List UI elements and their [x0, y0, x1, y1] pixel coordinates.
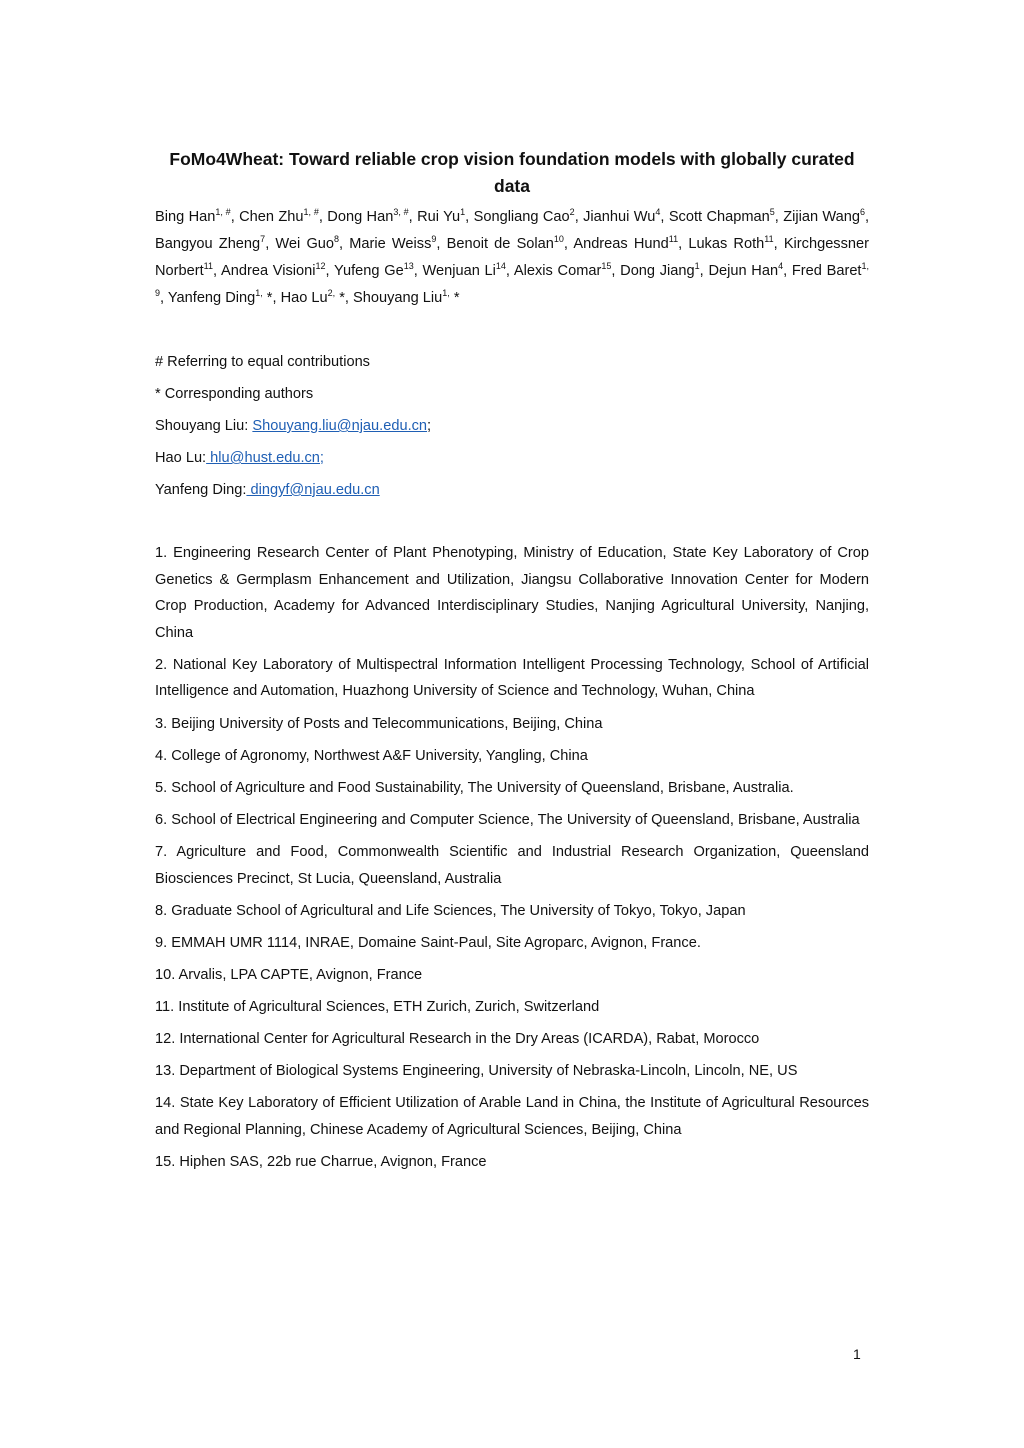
- email-link[interactable]: Shouyang.liu@njau.edu.cn: [252, 418, 428, 434]
- affiliation-item: 4. College of Agronomy, Northwest A&F University, Yangling, China: [155, 747, 588, 764]
- author: [239, 209, 319, 225]
- author-name: Alexis Comar: [513, 263, 602, 279]
- affiliation-item: 5. School of Agriculture and Food Sustainability, The University of Queensland, Brisbane, Australia.: [155, 779, 794, 796]
- author-affiliation-marker: 1: [460, 207, 466, 217]
- affiliation-item: 11. Institute of Agricultural Sciences, ETH Zurich, Zurich, Switzerland: [155, 998, 600, 1015]
- corresponding-authors-note: * Corresponding authors: [155, 386, 314, 402]
- author: [349, 236, 436, 252]
- author: [327, 209, 408, 225]
- author-name: Bangyou Zheng: [155, 236, 261, 252]
- author-list: Bing Han$^{1, \#}$, Chen Zhu$^{1, \#}$, Dong Han$^{3, \#}$, Rui Yu$^1$, Songliang Cao$^2$, Jianhui Wu$^4$, Scott Chapman$^5$, Zijian Wang$^6$, Bangyou Zheng$^7$, Wei Guo$^8$, Marie Weiss$^9$, Benoit de Solan$^{10}$, Andreas Hund$^{11}$, Lukas Roth$^{11}$, Kirchgessner Norbert$^{11}$, Andrea Visioni$^{12}$, Yufeng Ge$^{13}$, Wenjuan Li$^{14}$, Alexis Comar$^{15}$, Dong Jiang$^1$, Dejun Han$^4$, Fred Baret$^{1, 9}$, Yanfeng Ding$^{1,}$ *, Hao $Lu^{2,}$ *, Shouyang Liu$^{1,}$ *: [155, 207, 870, 306]
- author-affiliation-marker: 5: [769, 207, 775, 217]
- affiliation-list: [155, 540, 869, 1181]
- author: [783, 209, 865, 225]
- author-affiliation-marker: 15: [601, 261, 612, 271]
- author: [447, 236, 564, 252]
- author-name: Scott Chapman: [668, 209, 770, 225]
- author: [155, 209, 231, 225]
- affiliation-item: 3. Beijing University of Posts and Telecommunications, Beijing, China: [155, 715, 603, 732]
- author-affiliation-marker: 1,: [442, 288, 450, 298]
- author-affiliation-marker: 1, 9: [155, 261, 869, 298]
- author-affiliation-marker: 2: [569, 207, 575, 217]
- author-affiliation-marker: 3, #: [393, 207, 409, 217]
- author-affiliation-marker: 4: [778, 261, 784, 271]
- author-name: Yufeng Ge: [334, 263, 404, 279]
- affiliation-item: 15. Hiphen SAS, 22b rue Charrue, Avignon, France: [155, 1153, 487, 1170]
- author-affiliation-marker: 12: [315, 261, 326, 271]
- contact-ding: [155, 480, 380, 500]
- author: [708, 263, 783, 279]
- author: [353, 290, 460, 306]
- affiliation-item: 14. State Key Laboratory of Efficient Utilization of Arable Land in China, the Institute of Agricultural Resources and Regional Planning, Chinese Academy of Agricultural Sciences, Beijing, China: [155, 1095, 869, 1138]
- author-name: Dong Han: [327, 209, 394, 225]
- author: [422, 263, 505, 279]
- author-name: Benoit de Solan: [446, 236, 554, 252]
- author: [155, 236, 265, 252]
- affiliation-item: 13. Department of Biological Systems Engineering, University of Nebraska-Lincoln, Lincoln, NE, US: [155, 1063, 798, 1080]
- contact-label: Hao Lu:: [155, 450, 207, 466]
- equal-contribution-note: # Referring to equal contributions: [155, 354, 370, 370]
- author: [275, 236, 339, 252]
- corresponding-marker: *: [335, 290, 345, 306]
- paper-title: FoMo4Wheat: Toward reliable crop vision foundation models with globally curated data: [169, 149, 855, 196]
- author-affiliation-marker: 9: [431, 234, 437, 244]
- author: [669, 209, 775, 225]
- author: [514, 263, 611, 279]
- author-name: Lukas Roth: [688, 236, 765, 252]
- author: [168, 290, 273, 306]
- author: [583, 209, 660, 225]
- author-name: Wenjuan Li: [422, 263, 496, 279]
- author-name: Chen Zhu: [239, 209, 304, 225]
- author-name: Zijian Wang: [783, 209, 861, 225]
- email-link[interactable]: dingyf@njau.edu.cn: [246, 482, 380, 498]
- author-name: Hao Lu: [280, 290, 328, 306]
- author: [221, 263, 326, 279]
- author-affiliation-marker: 14: [495, 261, 506, 271]
- affiliation-item: 9. EMMAH UMR 1114, INRAE, Domaine Saint-Paul, Site Agroparc, Avignon, France.: [155, 934, 701, 951]
- author-name: Wei Guo: [275, 236, 335, 252]
- author-name: Dong Jiang: [620, 263, 695, 279]
- page-number: 1: [853, 1346, 861, 1362]
- author: [417, 209, 465, 225]
- author-name: Dejun Han: [708, 263, 779, 279]
- author-name: Songliang Cao: [473, 209, 570, 225]
- email-link[interactable]: hlu@hust.edu.cn;: [206, 450, 324, 466]
- author-name: Bing Han: [155, 209, 216, 225]
- author-affiliation-marker: 11: [203, 261, 214, 271]
- author-affiliation-marker: 1: [694, 261, 700, 271]
- corresponding-marker: *: [262, 290, 273, 306]
- author-affiliation-marker: 10: [553, 234, 564, 244]
- author-affiliation-marker: 1,: [255, 288, 263, 298]
- author-affiliation-marker: 7: [260, 234, 266, 244]
- author-affiliation-marker: 4: [655, 207, 661, 217]
- contact-lu: [155, 448, 324, 468]
- author: [281, 290, 345, 306]
- author: [474, 209, 575, 225]
- author-name: Jianhui Wu: [583, 209, 656, 225]
- author: [334, 263, 414, 279]
- author-affiliation-marker: 8: [334, 234, 340, 244]
- author-name: Yanfeng Ding: [167, 290, 256, 306]
- author-name: Shouyang Liu: [353, 290, 443, 306]
- author-affiliation-marker: 1, #: [215, 207, 231, 217]
- author-name: Andrea Visioni: [221, 263, 316, 279]
- affiliation-item: 1. Engineering Research Center of Plant Phenotyping, Ministry of Education, State Key Laboratory of Crop Genetics & Germplasm Enhancement and Utilization, Jiangsu Collaborative Innovation Center for Modern Crop Production, Academy for Advanced Interdisciplinary Studies, Nanjing Agricultural University, Nanjing, China: [155, 545, 869, 641]
- author-affiliation-marker: 1, #: [303, 207, 319, 217]
- contact-liu: [155, 416, 431, 436]
- author-name: Andreas Hund: [573, 236, 669, 252]
- contact-suffix: ;: [427, 418, 432, 434]
- affiliation-item: 10. Arvalis, LPA CAPTE, Avignon, France: [155, 966, 423, 983]
- contact-label: Shouyang Liu:: [155, 418, 253, 434]
- author-affiliation-marker: 2,: [327, 288, 336, 298]
- corresponding-marker: *: [449, 290, 460, 306]
- author-name: Rui Yu: [417, 209, 461, 225]
- author-affiliation-marker: 11: [764, 234, 774, 244]
- author-affiliation-marker: 11: [668, 234, 679, 244]
- contact-label: Yanfeng Ding:: [155, 482, 247, 498]
- author: [620, 263, 700, 279]
- affiliation-item: 2. National Key Laboratory of Multispectral Information Intelligent Processing Technology, School of Artificial Intelligence and Automation, Huazhong University of Science and Technology, Wuhan, China: [155, 656, 869, 700]
- affiliation-item: 12. International Center for Agricultural Research in the Dry Areas (ICARDA), Rabat, Morocco: [155, 1031, 760, 1047]
- author-affiliation-marker: 13: [403, 261, 414, 271]
- author: [688, 236, 773, 252]
- affiliation-item: 8. Graduate School of Agricultural and Life Sciences, The University of Tokyo, Tokyo, Japan: [155, 902, 746, 919]
- affiliation-item: 7. Agriculture and Food, Commonwealth Scientific and Industrial Research Organization, Queensland Biosciences Precinct, St Lucia, Queensland, Australia: [155, 843, 869, 887]
- author-name: Marie Weiss: [349, 236, 432, 252]
- author-affiliation-marker: 6: [860, 207, 866, 217]
- author: [573, 236, 678, 252]
- author-name: Kirchgessner Norbert: [155, 236, 869, 279]
- author-name: Fred Baret: [791, 263, 862, 279]
- affiliation-item: 6. School of Electrical Engineering and Computer Science, The University of Queensland, Brisbane, Australia: [155, 811, 860, 828]
